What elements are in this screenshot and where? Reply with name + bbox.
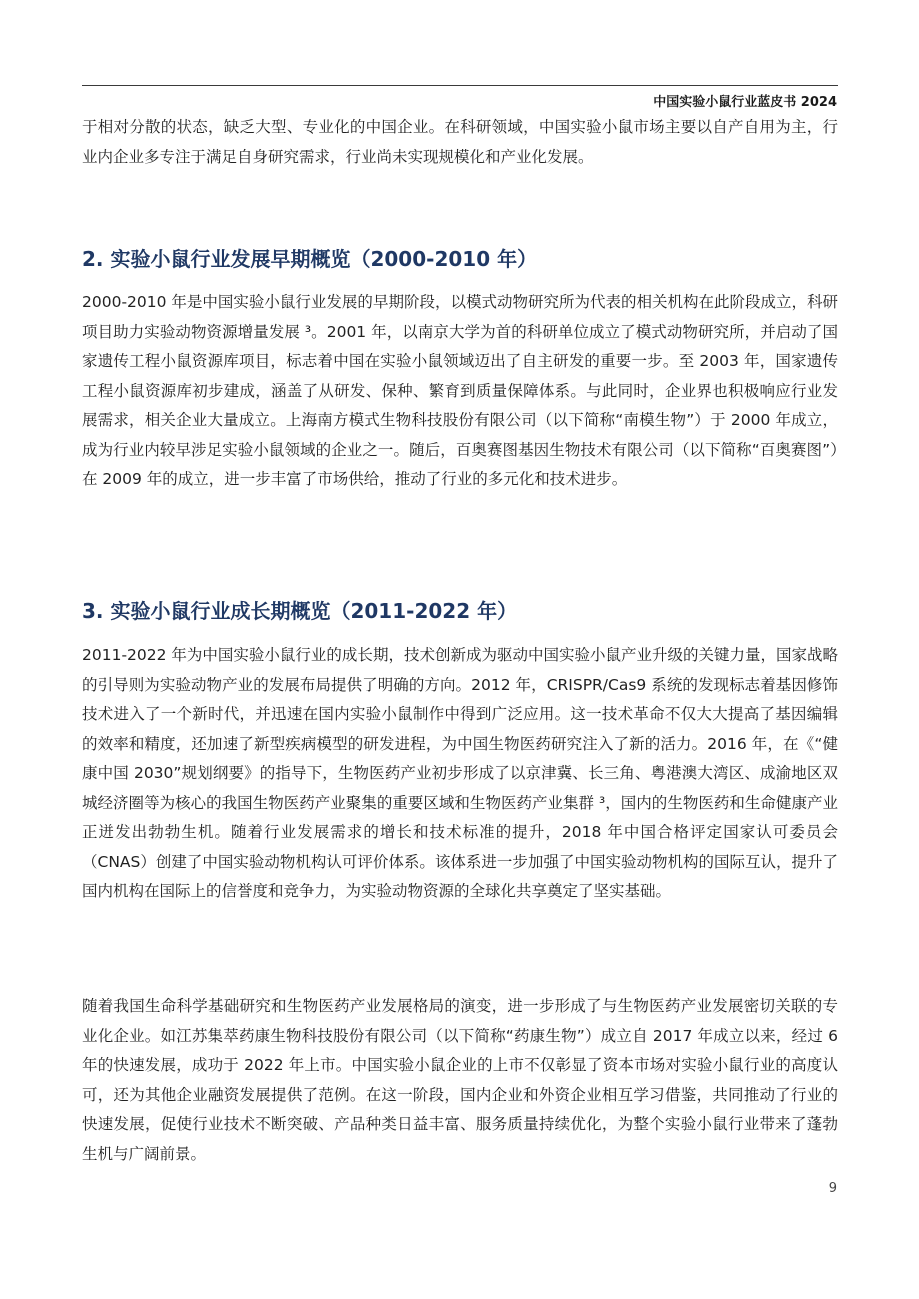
header-title: 中国实验小鼠行业蓝皮书 2024 xyxy=(653,95,837,110)
page-number: 9 xyxy=(828,1181,837,1196)
section-2-heading: 2. 实验小鼠行业发展早期概览（2000-2010 年） xyxy=(82,247,538,271)
section-3-heading: 3. 实验小鼠行业成长期概览（2011-2022 年） xyxy=(82,599,518,623)
header-rule xyxy=(82,85,838,86)
section-3-paragraph-2: 随着我国生命科学基础研究和生物医药产业发展格局的演变，进一步形成了与生物医药产业发展密切关联的专业化企业。如江苏集萃药康生物科技股份有限公司（以下简称“药康生物”）成立自 2017 年成立以来，经过 6 年的快速发展，成功于 2022 年上市。中国实验小鼠企业的上市不仅彰显了资本市场对实验小鼠行业的高度认可，还为其他企业融资发展提供了范例。在这一阶段，国内企业和外资企业相互学习借鉴，共同推动了行业的快速发展，促使行业技术不断突破、产品种类日益丰富、服务质量持续优化，为整个实验小鼠行业带来了蓬勃生机与广阔前景。 xyxy=(82,997,838,1163)
intro-paragraph: 于相对分散的状态，缺乏大型、专业化的中国企业。在科研领域，中国实验小鼠市场主要以自产自用为主，行业内企业多专注于满足自身研究需求，行业尚未实现规模化和产业化发展。 xyxy=(82,118,838,166)
section-2-paragraph: 2000-2010 年是中国实验小鼠行业发展的早期阶段，以模式动物研究所为代表的相关机构在此阶段成立，科研项目助力实验动物资源增量发展 ³。2001 年，以南京大学为首的科研单位成立了模式动物研究所，并启动了国家遗传工程小鼠资源库项目，标志着中国在实验小鼠领域迈出了自主研发的重要一步。至 2003 年，国家遗传工程小鼠资源库初步建成，涵盖了从研发、保种、繁育到质量保障体系。与此同时，企业界也积极响应行业发展需求，相关企业大量成立。上海南方模式生物科技股份有限公司（以下简称“南模生物”）于 2000 年成立，成为行业内较早涉足实验小鼠领域的企业之一。随后，百奥赛图基因生物技术有限公司（以下简称“百奥赛图”）在 2009 年的成立，进一步丰富了市场供给，推动了行业的多元化和技术进步。 xyxy=(82,293,838,488)
section-3-paragraph-1: 2011-2022 年为中国实验小鼠行业的成长期，技术创新成为驱动中国实验小鼠产业升级的关键力量，国家战略的引导则为实验动物产业的发展布局提供了明确的方向。2012 年，CRISPR/Cas9 系统的发现标志着基因修饰技术进入了一个新时代，并迅速在国内实验小鼠制作中得到广泛应用。这一技术革命不仅大大提高了基因编辑的效率和精度，还加速了新型疾病模型的研发进程，为中国生物医药研究注入了新的活力。2016 年，在《“健康中国 2030”规划纲要》的指导下，生物医药产业初步形成了以京津冀、长三角、粤港澳大湾区、成渝地区双城经济圈等为核心的我国生物医药产业聚集的重要区域和生物医药产业集群 ³，国内的生物医药和生命健康产业正迸发出勃勃生机。随着行业发展需求的增长和技术标准的提升，2018 年中国合格评定国家认可委员会（CNAS）创建了中国实验动物机构认可评价体系。该体系进一步加强了中国实验动物机构的国际互认，提升了国内机构在国际上的信誉度和竞争力，为实验动物资源的全球化共享奠定了坚实基础。 xyxy=(82,646,838,900)
